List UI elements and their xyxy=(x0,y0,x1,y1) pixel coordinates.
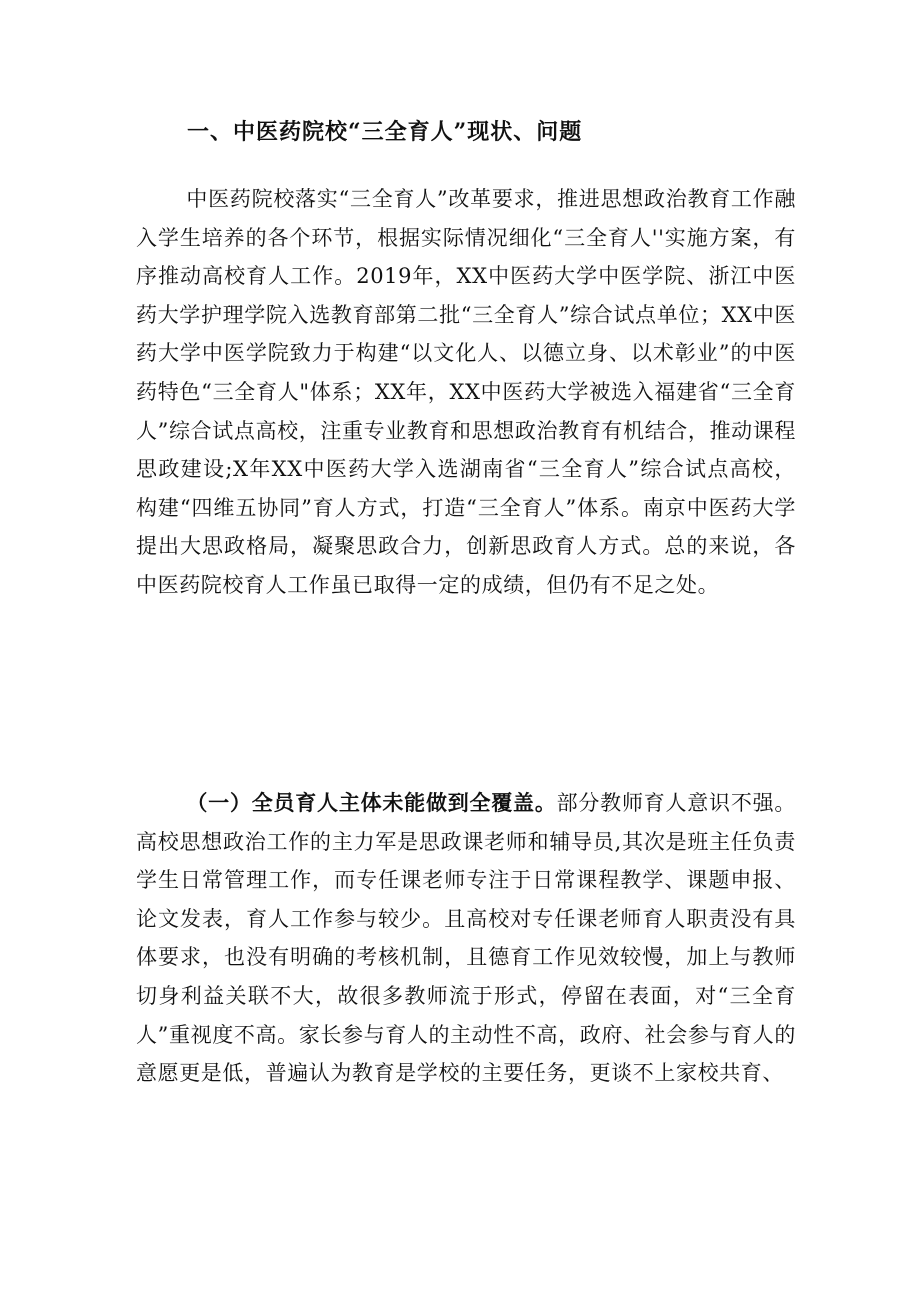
paragraph-body: 部分教师育人意识不强。高校思想政治工作的主力军是思政课老师和辅导员,其次是班主任负责学生日常管理工作，而专任课老师专注于日常课程教学、课题申报、论文发表，育人工作参与较少。且高校对专任课老师育人职责没有具体要求，也没有明确的考核机制，且德育工作见效较慢，加上与教师切身利益关联不大，故很多教师流于形式，停留在表面，对“三全育人”重视度不高。家长参与育人的主动性不高，政府、社会参与育人的意愿更是低，普遍认为教育是学校的主要任务，更谈不上家校共育、 xyxy=(136,791,796,1086)
section-heading: 一、中医药院校“三全育人”现状、问题 xyxy=(187,119,583,145)
paragraph-problem-1 xyxy=(136,784,796,1093)
paragraph-lead-bold: （一）全员育人主体未能做到全覆盖。 xyxy=(186,790,557,815)
paragraph-status: 中医药院校落实“三全育人”改革要求，推进思想政治教育工作融入学生培养的各个环节，根据实际情况细化“三全育人''实施方案，有序推动高校育人工作。2019年，XX中医药大学中医学院、浙江中医药大学护理学院入选教育部第二批“三全育人”综合试点单位；XX中医药大学中医学院致力于构建“以文化人、以德立身、以术彰业”的中医药特色“三全育人"体系；XX年，XX中医药大学被选入福建省“三全育人”综合试点高校，注重专业教育和思想政治教育有机结合，推动课程思政建设;X年XX中医药大学入选湖南省“三全育人”综合试点高校，构建“四维五协同”育人方式，打造“三全育人”体系。南京中医药大学提出大思政格局，凝聚思政合力，创新思政育人方式。总的来说，各中医药院校育人工作虽已取得一定的成绩，但仍有不足之处。 xyxy=(136,187,796,597)
